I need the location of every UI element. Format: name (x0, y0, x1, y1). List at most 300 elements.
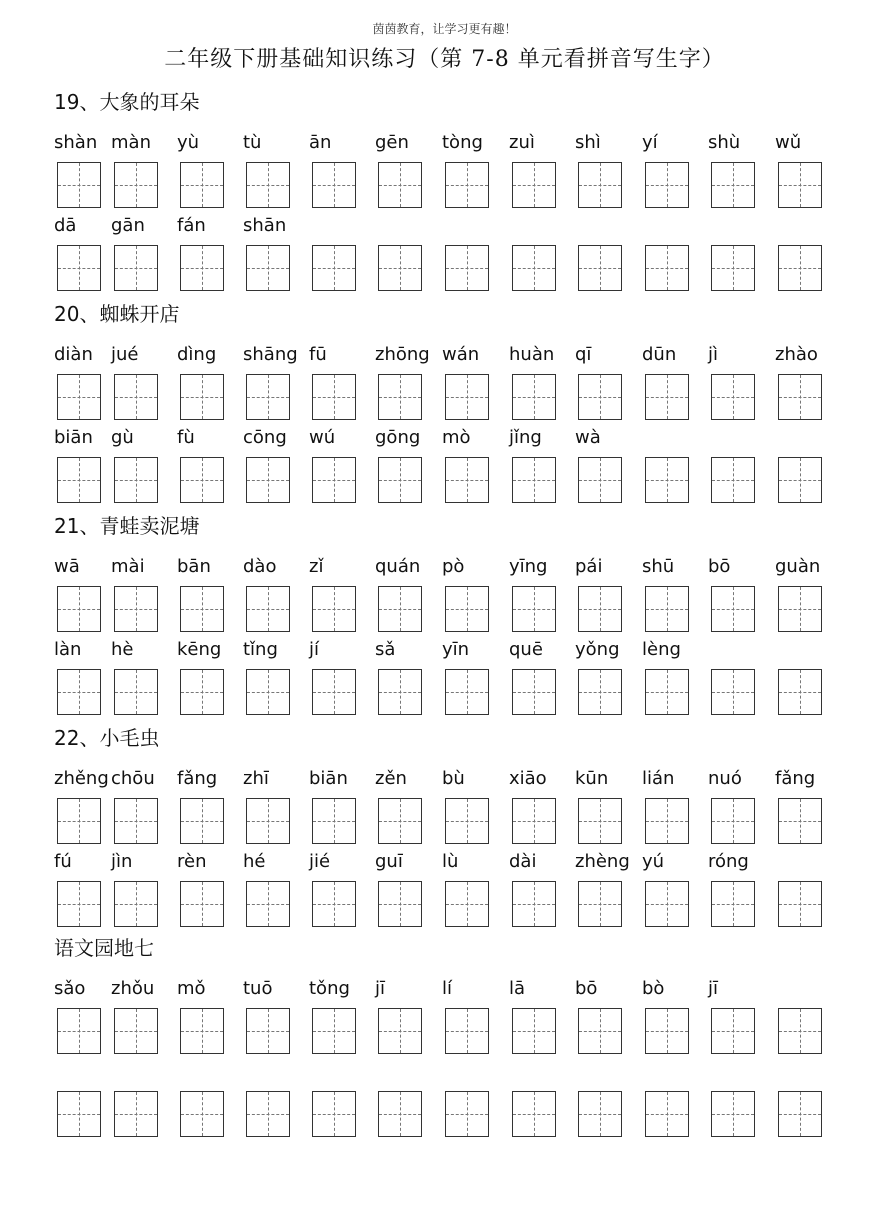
writing-grid-box[interactable] (180, 669, 224, 715)
grid-guide-vertical (733, 1092, 734, 1136)
writing-grid-box[interactable] (378, 669, 422, 715)
grid-guide-vertical (534, 587, 535, 631)
pinyin-label: diàn (54, 344, 93, 365)
writing-grid-box[interactable] (778, 586, 822, 632)
writing-grid-box[interactable] (778, 669, 822, 715)
section-title: 22、小毛虫 (54, 726, 160, 750)
grid-guide-vertical (202, 246, 203, 290)
grid-guide-vertical (268, 882, 269, 926)
writing-grid-box[interactable] (445, 1091, 489, 1137)
grid-guide-vertical (467, 670, 468, 714)
writing-grid-box[interactable] (578, 1091, 622, 1137)
writing-grid-box[interactable] (57, 1008, 101, 1054)
pinyin-label: zhǒu (111, 978, 155, 999)
writing-grid-box[interactable] (180, 881, 224, 927)
pinyin-label: gù (111, 427, 134, 448)
grid-guide-vertical (467, 1092, 468, 1136)
grid-guide-vertical (534, 882, 535, 926)
writing-grid-box[interactable] (512, 586, 556, 632)
writing-grid-box[interactable] (578, 1008, 622, 1054)
writing-grid-box[interactable] (378, 162, 422, 208)
writing-grid-box[interactable] (445, 798, 489, 844)
grid-guide-vertical (600, 1092, 601, 1136)
writing-grid-box[interactable] (180, 162, 224, 208)
writing-grid-box[interactable] (378, 457, 422, 503)
pinyin-label: tuō (243, 978, 273, 999)
grid-guide-vertical (534, 246, 535, 290)
pinyin-label: dā (54, 215, 77, 236)
writing-grid-box[interactable] (246, 374, 290, 420)
pinyin-row (0, 978, 889, 1058)
pinyin-label: gēn (375, 132, 409, 153)
grid-guide-vertical (136, 670, 137, 714)
writing-grid-box[interactable] (180, 245, 224, 291)
grid-guide-vertical (800, 587, 801, 631)
pinyin-label: zěn (375, 768, 407, 789)
grid-guide-vertical (136, 163, 137, 207)
writing-grid-box[interactable] (711, 457, 755, 503)
writing-grid-box[interactable] (180, 586, 224, 632)
writing-grid-box[interactable] (246, 586, 290, 632)
pinyin-label: zhào (775, 344, 818, 365)
grid-guide-vertical (667, 670, 668, 714)
pinyin-label: lù (442, 851, 459, 872)
writing-grid-box[interactable] (778, 457, 822, 503)
pinyin-label: lí (442, 978, 453, 999)
writing-grid-box[interactable] (778, 162, 822, 208)
writing-grid-box[interactable] (645, 374, 689, 420)
writing-grid-box[interactable] (114, 1091, 158, 1137)
writing-grid-box[interactable] (578, 586, 622, 632)
grid-guide-vertical (600, 882, 601, 926)
writing-grid-box[interactable] (512, 245, 556, 291)
pinyin-label: mò (442, 427, 471, 448)
writing-grid-box[interactable] (312, 669, 356, 715)
pinyin-label: sǎo (54, 978, 86, 999)
pinyin-label: bō (575, 978, 598, 999)
pinyin-label: zhī (243, 768, 269, 789)
grid-guide-vertical (202, 458, 203, 502)
writing-grid-box[interactable] (645, 586, 689, 632)
writing-grid-box[interactable] (645, 457, 689, 503)
writing-grid-box[interactable] (645, 1008, 689, 1054)
writing-grid-box[interactable] (114, 1008, 158, 1054)
writing-grid-box[interactable] (711, 881, 755, 927)
writing-grid-box[interactable] (645, 881, 689, 927)
pinyin-label: fū (309, 344, 327, 365)
pinyin-label: shāng (243, 344, 298, 365)
writing-grid-box[interactable] (645, 245, 689, 291)
grid-guide-vertical (534, 163, 535, 207)
pinyin-label: gōng (375, 427, 421, 448)
grid-guide-vertical (400, 163, 401, 207)
grid-guide-vertical (202, 670, 203, 714)
writing-grid-box[interactable] (711, 669, 755, 715)
grid-guide-vertical (136, 587, 137, 631)
grid-guide-vertical (800, 882, 801, 926)
writing-grid-box[interactable] (578, 162, 622, 208)
grid-guide-vertical (733, 458, 734, 502)
writing-grid-box[interactable] (512, 881, 556, 927)
pinyin-label: fǎng (775, 768, 816, 789)
pinyin-label: fù (177, 427, 195, 448)
writing-grid-box[interactable] (711, 374, 755, 420)
writing-grid-box[interactable] (312, 798, 356, 844)
writing-grid-box[interactable] (57, 586, 101, 632)
writing-grid-box[interactable] (378, 245, 422, 291)
grid-guide-vertical (667, 1092, 668, 1136)
writing-grid-box[interactable] (180, 1091, 224, 1137)
writing-grid-box[interactable] (445, 669, 489, 715)
grid-guide-vertical (136, 375, 137, 419)
grid-guide-vertical (733, 246, 734, 290)
grid-guide-vertical (800, 799, 801, 843)
pinyin-label: gān (111, 215, 145, 236)
pinyin-label: kūn (575, 768, 609, 789)
writing-grid-box[interactable] (57, 669, 101, 715)
grid-guide-vertical (733, 799, 734, 843)
grid-guide-vertical (79, 375, 80, 419)
grid-guide-vertical (534, 1009, 535, 1053)
grid-guide-vertical (136, 1092, 137, 1136)
pinyin-label: yú (642, 851, 665, 872)
writing-grid-box[interactable] (512, 374, 556, 420)
grid-guide-vertical (79, 246, 80, 290)
writing-grid-box[interactable] (378, 1091, 422, 1137)
writing-grid-box[interactable] (578, 374, 622, 420)
grid-guide-vertical (667, 882, 668, 926)
pinyin-label: pái (575, 556, 603, 577)
writing-grid-box[interactable] (778, 881, 822, 927)
writing-grid-box[interactable] (180, 1008, 224, 1054)
pinyin-label: shì (575, 132, 601, 153)
pinyin-label: wú (309, 427, 336, 448)
grid-guide-vertical (534, 1092, 535, 1136)
grid-guide-vertical (202, 1009, 203, 1053)
writing-grid-box[interactable] (512, 457, 556, 503)
writing-grid-box[interactable] (57, 881, 101, 927)
pinyin-label: jìn (111, 851, 133, 872)
writing-grid-box[interactable] (445, 1008, 489, 1054)
pinyin-row (0, 556, 889, 636)
grid-guide-vertical (79, 670, 80, 714)
page-header: 茵茵教育，让学习更有趣！ (372, 22, 517, 36)
pinyin-label: biān (54, 427, 93, 448)
writing-grid-box[interactable] (312, 586, 356, 632)
grid-guide-vertical (79, 882, 80, 926)
writing-grid-box[interactable] (57, 245, 101, 291)
writing-grid-box[interactable] (778, 245, 822, 291)
writing-grid-box[interactable] (312, 1091, 356, 1137)
writing-grid-box[interactable] (246, 1008, 290, 1054)
grid-guide-vertical (268, 799, 269, 843)
grid-guide-vertical (334, 1009, 335, 1053)
pinyin-label: biān (309, 768, 348, 789)
grid-guide-vertical (136, 799, 137, 843)
grid-guide-vertical (467, 375, 468, 419)
grid-guide-vertical (400, 587, 401, 631)
writing-grid-box[interactable] (711, 586, 755, 632)
grid-guide-vertical (334, 587, 335, 631)
pinyin-label: màn (111, 132, 151, 153)
grid-guide-vertical (600, 246, 601, 290)
pinyin-row (0, 215, 889, 295)
pinyin-row (0, 768, 889, 848)
grid-guide-vertical (667, 1009, 668, 1053)
grid-guide-vertical (334, 670, 335, 714)
grid-guide-vertical (534, 375, 535, 419)
grid-guide-vertical (400, 375, 401, 419)
pinyin-label: jié (309, 851, 331, 872)
pinyin-label: yù (177, 132, 200, 153)
writing-grid-box[interactable] (312, 245, 356, 291)
pinyin-row (0, 639, 889, 719)
grid-guide-vertical (202, 163, 203, 207)
writing-grid-box[interactable] (312, 457, 356, 503)
grid-guide-vertical (667, 246, 668, 290)
writing-grid-box[interactable] (778, 798, 822, 844)
grid-guide-vertical (334, 882, 335, 926)
writing-grid-box[interactable] (114, 162, 158, 208)
writing-grid-box[interactable] (445, 245, 489, 291)
writing-grid-box[interactable] (312, 374, 356, 420)
writing-grid-box[interactable] (578, 457, 622, 503)
grid-guide-vertical (600, 670, 601, 714)
pinyin-label: pò (442, 556, 465, 577)
pinyin-row (0, 1061, 889, 1141)
pinyin-label: guī (375, 851, 403, 872)
writing-grid-box[interactable] (445, 374, 489, 420)
grid-guide-vertical (268, 1092, 269, 1136)
writing-grid-box[interactable] (246, 798, 290, 844)
section-title: 语文园地七 (54, 936, 154, 960)
writing-grid-box[interactable] (778, 1091, 822, 1137)
pinyin-label: tǐng (243, 639, 278, 660)
pinyin-label: jì (708, 344, 719, 365)
writing-grid-box[interactable] (114, 457, 158, 503)
writing-grid-box[interactable] (57, 162, 101, 208)
writing-grid-box[interactable] (114, 881, 158, 927)
writing-grid-box[interactable] (645, 669, 689, 715)
grid-guide-vertical (800, 1092, 801, 1136)
writing-grid-box[interactable] (246, 881, 290, 927)
writing-grid-box[interactable] (246, 669, 290, 715)
pinyin-label: zhèng (575, 851, 630, 872)
writing-grid-box[interactable] (114, 669, 158, 715)
writing-grid-box[interactable] (445, 586, 489, 632)
grid-guide-vertical (202, 882, 203, 926)
writing-grid-box[interactable] (711, 162, 755, 208)
writing-grid-box[interactable] (114, 374, 158, 420)
writing-grid-box[interactable] (312, 1008, 356, 1054)
grid-guide-vertical (600, 587, 601, 631)
writing-grid-box[interactable] (378, 1008, 422, 1054)
grid-guide-vertical (733, 587, 734, 631)
grid-guide-vertical (136, 458, 137, 502)
pinyin-label: dìng (177, 344, 217, 365)
grid-guide-vertical (268, 670, 269, 714)
grid-guide-vertical (467, 246, 468, 290)
writing-grid-box[interactable] (57, 457, 101, 503)
grid-guide-vertical (467, 882, 468, 926)
grid-guide-vertical (79, 163, 80, 207)
writing-grid-box[interactable] (645, 162, 689, 208)
writing-grid-box[interactable] (512, 1008, 556, 1054)
grid-guide-vertical (202, 375, 203, 419)
writing-grid-box[interactable] (445, 162, 489, 208)
pinyin-label: dào (243, 556, 277, 577)
grid-guide-vertical (733, 163, 734, 207)
pinyin-label: rèn (177, 851, 207, 872)
writing-grid-box[interactable] (378, 586, 422, 632)
writing-grid-box[interactable] (378, 374, 422, 420)
grid-guide-vertical (600, 799, 601, 843)
grid-guide-vertical (268, 587, 269, 631)
writing-grid-box[interactable] (246, 1091, 290, 1137)
pinyin-label: hè (111, 639, 134, 660)
writing-grid-box[interactable] (778, 374, 822, 420)
grid-guide-vertical (136, 246, 137, 290)
pinyin-label: nuó (708, 768, 742, 789)
pinyin-label: sǎ (375, 639, 396, 660)
grid-guide-vertical (733, 375, 734, 419)
grid-guide-vertical (136, 1009, 137, 1053)
pinyin-label: shù (708, 132, 741, 153)
writing-grid-box[interactable] (246, 457, 290, 503)
writing-grid-box[interactable] (578, 669, 622, 715)
writing-grid-box[interactable] (645, 1091, 689, 1137)
pinyin-label: bō (708, 556, 731, 577)
writing-grid-box[interactable] (778, 1008, 822, 1054)
pinyin-label: kēng (177, 639, 222, 660)
grid-guide-vertical (268, 375, 269, 419)
grid-guide-vertical (202, 587, 203, 631)
grid-guide-vertical (202, 799, 203, 843)
pinyin-label: quē (509, 639, 543, 660)
pinyin-label: bù (442, 768, 465, 789)
section-title: 21、青蛙卖泥塘 (54, 514, 200, 538)
grid-guide-vertical (667, 163, 668, 207)
writing-grid-box[interactable] (445, 457, 489, 503)
grid-guide-vertical (733, 670, 734, 714)
pinyin-label: xiāo (509, 768, 547, 789)
pinyin-label: mài (111, 556, 145, 577)
section-title: 20、蜘蛛开店 (54, 302, 180, 326)
writing-grid-box[interactable] (378, 798, 422, 844)
grid-guide-vertical (400, 1009, 401, 1053)
writing-grid-box[interactable] (246, 245, 290, 291)
grid-guide-vertical (79, 799, 80, 843)
pinyin-label: lèng (642, 639, 681, 660)
writing-grid-box[interactable] (711, 798, 755, 844)
pinyin-label: lián (642, 768, 675, 789)
grid-guide-vertical (79, 587, 80, 631)
grid-guide-vertical (600, 1009, 601, 1053)
pinyin-label: jī (375, 978, 386, 999)
grid-guide-vertical (800, 1009, 801, 1053)
pinyin-label: guàn (775, 556, 821, 577)
writing-grid-box[interactable] (312, 881, 356, 927)
writing-grid-box[interactable] (645, 798, 689, 844)
pinyin-label: zuì (509, 132, 535, 153)
writing-grid-box[interactable] (180, 457, 224, 503)
writing-grid-box[interactable] (180, 374, 224, 420)
grid-guide-vertical (400, 670, 401, 714)
grid-guide-vertical (667, 799, 668, 843)
grid-guide-vertical (600, 458, 601, 502)
pinyin-label: zǐ (309, 556, 324, 577)
grid-guide-vertical (534, 458, 535, 502)
grid-guide-vertical (467, 1009, 468, 1053)
grid-guide-vertical (600, 163, 601, 207)
writing-grid-box[interactable] (114, 586, 158, 632)
grid-guide-vertical (79, 1009, 80, 1053)
writing-grid-box[interactable] (512, 669, 556, 715)
grid-guide-vertical (667, 587, 668, 631)
writing-grid-box[interactable] (512, 162, 556, 208)
grid-guide-vertical (79, 1092, 80, 1136)
grid-guide-vertical (400, 1092, 401, 1136)
pinyin-label: zhōng (375, 344, 430, 365)
pinyin-label: yǒng (575, 639, 620, 660)
grid-guide-vertical (800, 375, 801, 419)
grid-guide-vertical (800, 246, 801, 290)
pinyin-label: bò (642, 978, 665, 999)
writing-grid-box[interactable] (246, 162, 290, 208)
grid-guide-vertical (334, 1092, 335, 1136)
grid-guide-vertical (467, 458, 468, 502)
grid-guide-vertical (467, 163, 468, 207)
pinyin-label: yīng (509, 556, 548, 577)
writing-grid-box[interactable] (114, 245, 158, 291)
pinyin-label: hé (243, 851, 266, 872)
pinyin-label: quán (375, 556, 421, 577)
pinyin-row (0, 851, 889, 931)
grid-guide-vertical (334, 458, 335, 502)
writing-grid-box[interactable] (578, 245, 622, 291)
writing-grid-box[interactable] (578, 881, 622, 927)
writing-grid-box[interactable] (114, 798, 158, 844)
grid-guide-vertical (667, 375, 668, 419)
writing-grid-box[interactable] (711, 1091, 755, 1137)
writing-grid-box[interactable] (180, 798, 224, 844)
writing-grid-box[interactable] (378, 881, 422, 927)
grid-guide-vertical (800, 670, 801, 714)
pinyin-label: lā (509, 978, 526, 999)
grid-guide-vertical (467, 587, 468, 631)
pinyin-label: fán (177, 215, 206, 236)
writing-grid-box[interactable] (312, 162, 356, 208)
pinyin-label: yīn (442, 639, 470, 660)
pinyin-label: huàn (509, 344, 555, 365)
writing-grid-box[interactable] (512, 798, 556, 844)
writing-grid-box[interactable] (57, 798, 101, 844)
grid-guide-vertical (733, 1009, 734, 1053)
writing-grid-box[interactable] (57, 1091, 101, 1137)
writing-grid-box[interactable] (711, 245, 755, 291)
writing-grid-box[interactable] (711, 1008, 755, 1054)
writing-grid-box[interactable] (512, 1091, 556, 1137)
writing-grid-box[interactable] (578, 798, 622, 844)
pinyin-label: wǔ (775, 132, 802, 153)
pinyin-label: zhěng (54, 768, 109, 789)
writing-grid-box[interactable] (57, 374, 101, 420)
writing-grid-box[interactable] (445, 881, 489, 927)
grid-guide-vertical (79, 458, 80, 502)
pinyin-label: làn (54, 639, 82, 660)
pinyin-label: jí (309, 639, 320, 660)
pinyin-label: mǒ (177, 978, 206, 999)
